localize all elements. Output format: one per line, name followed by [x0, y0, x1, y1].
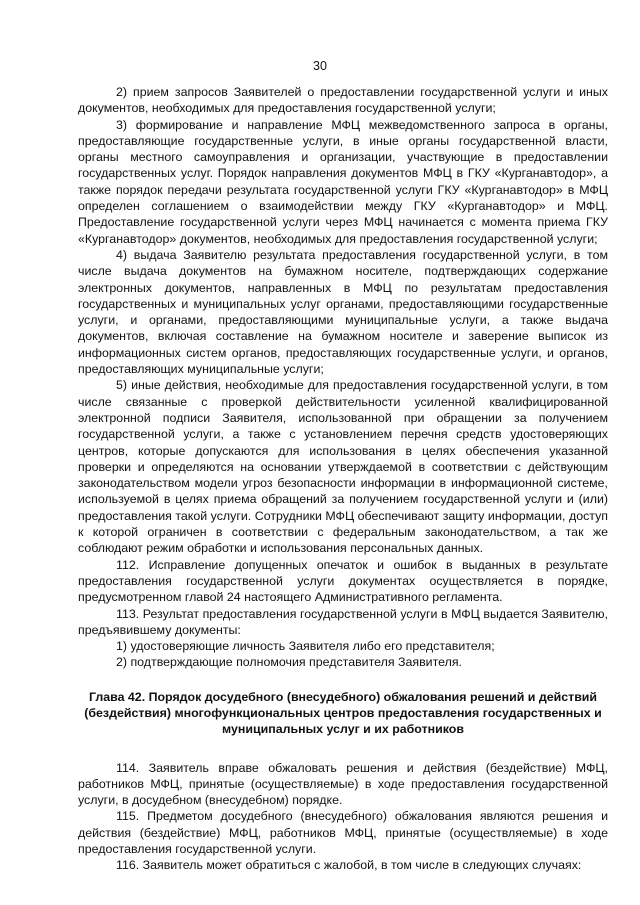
- paragraph-115: 115. Предметом досудебного (внесудебного) обжалования являются решения и действия (бездействие) МФЦ, работников МФЦ, принятые (осуществляемые) в ходе предоставления государственной услуги.: [78, 809, 608, 857]
- paragraph-113-item-1: 1) удостоверяющие личность Заявителя либо его представителя;: [116, 639, 495, 654]
- paragraph-116: 116. Заявитель может обратиться с жалобой, в том числе в следующих случаях:: [116, 858, 582, 873]
- paragraph-113-item-2: 2) подтверждающие полномочия представителя Заявителя.: [116, 655, 462, 670]
- paragraph-item-3: 3) формирование и направление МФЦ межведомственного запроса в органы, предоставляющие государственные услуги, в иные органы государственной власти, органы местного самоуправления и организации, участвующие в предоставлении государственных услуг. Порядок направления документов МФЦ в ГКУ «Курганавтодор», а также порядок передачи результата государственной услуги ГКУ «Курганавтодор» в МФЦ определен соглашением о взаимодействии между ГКУ «Курганавтодор» и МФЦ. Предоставление государственной услуги через МФЦ начинается с момента приема ГКУ «Курганавтодор» документов, необходимых для предоставления государственной услуги;: [78, 117, 608, 246]
- paragraph-114: 114. Заявитель вправе обжаловать решения и действия (бездействие) МФЦ, работников МФЦ, принятые (осуществляемые) в ходе предоставления государственной услуги, в досудебном (внесудебном) порядке.: [78, 760, 608, 808]
- paragraph-item-2: 2) прием запросов Заявителей о предоставлении государственной услуги и иных документов, необходимых для предоставления государственной услуги;: [78, 85, 608, 116]
- paragraph-item-4: 4) выдача Заявителю результата предоставления государственной услуги, в том числе выдача документов на бумажном носителе, подтверждающих содержание электронных документов, направленных в МФЦ по результатам предоставления государственных и муниципальных услуг органами, предоставляющими государственные услуги, и органами, предоставляющими муниципальные услуги, а также выдача документов, включая составление на бумажном носителе и заверение выписок из информационных систем органов, предоставляющих государственные услуги, и органов, предоставляющих муниципальные услуги;: [78, 247, 608, 377]
- page-number: 30: [313, 59, 327, 73]
- chapter-heading: Глава 42. Порядок досудебного (внесудебного) обжалования решений и действий (бездействия) многофункциональных центров предоставления государственных и муниципальных услуг и их работников: [84, 689, 602, 737]
- paragraph-112: 112. Исправление допущенных опечаток и ошибок в выданных в результате предоставления государственной услуги документах осуществляется в порядке, предусмотренном главой 24 настоящего Административного регламента.: [78, 557, 608, 605]
- document-body: [78, 84, 608, 874]
- paragraph-113: 113. Результат предоставления государственной услуги в МФЦ выдается Заявителю, предъявившему документы:: [78, 606, 608, 637]
- paragraph-item-5: 5) иные действия, необходимые для предоставления государственной услуги, в том числе связанные с проверкой действительности усиленной квалифицированной электронной подписи Заявителя, использованной при обращении за получением государственной услуги, а также с установлением перечня средств удостоверяющих центров, которые допускаются для использования в целях обеспечения указанной проверки и определяются на основании утверждаемой в соответствии с действующим законодательством модели угроз безопасности информации в информационной системе, используемой в целях приема обращений за получением государственной услуги и (или) предоставления такой услуги. Сотрудники МФЦ обеспечивают защиту информации, доступ к которой ограничен в соответствии с федеральным законодательством, а так же соблюдают режим обработки и использования персональных данных.: [78, 378, 608, 556]
